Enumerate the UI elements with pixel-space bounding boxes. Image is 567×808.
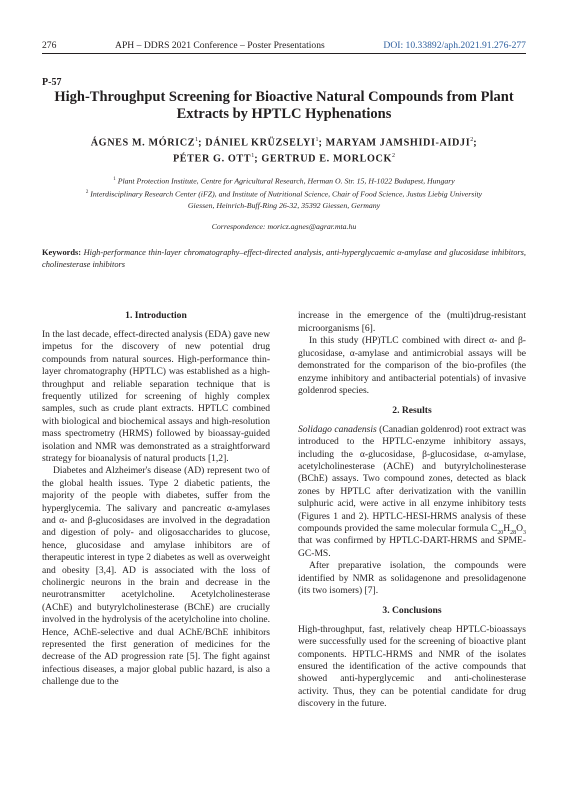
keywords-label: Keywords: xyxy=(42,248,82,258)
page-number: 276 xyxy=(42,40,57,51)
doi-link[interactable]: DOI: 10.33892/aph.2021.91.276-277 xyxy=(383,40,526,51)
affiliation-mark: 2 xyxy=(392,152,396,159)
author-list xyxy=(42,134,526,166)
species-name: Solidago canadensis xyxy=(298,423,377,435)
author-name: ÁGNES M. MÓRICZ xyxy=(90,137,196,149)
affiliation-mark: 2 xyxy=(470,137,474,143)
paragraph: Diabetes and Alzheimer's disease (AD) represent two of the global health issues. Type 2 diabetic patients, the majority of the people with diabetes, suffer from the hyperglycemia. The salivary and pancreatic α-amylases and α- and β-glucosidases are involved in the degradation and digestion of poly- and oligosaccharides to glucose, hence, glucosidase and amylase inhibitors are of therapeutic interest in type 2 diabetes as well as overweight and obesity [3,4]. AD is associated with the loss of cholinergic neurons in the brain and decrease in the neurotransmitter acetylcholine. Acetylcholinesterase (AChE) and butyrylcholinesterase (BChE) are crucially involved in the hydrolysis of the acetylcholine into choline. Hence, AChE-selective and dual AChE/BChE inhibitors represented the first generation of medicines for the decrease of the AD progression rate [5]. The fight against infectious diseases, a major global public hazard, is also a challenge due to the xyxy=(42,465,270,688)
article-title: High-Throughput Screening for Bioactive Natural Compounds from Plant Extracts by HPTLC Hyphenations xyxy=(54,89,514,122)
paragraph: High-throughput, fast, relatively cheap HPTLC-bioassays were successfully used for the screening of bioactive plant components. HPTLC-HRMS and NMR of the isolates ensured the identification of the active compounds that showed anti-hyperglycemic and anti-cholinesterase activity. Thus, they can be potential candidate for drug discovery in the future. xyxy=(298,623,526,710)
author-name: PÉTER G. OTT xyxy=(172,153,252,165)
paragraph: In the last decade, effect-directed analysis (EDA) gave new impetus for the discovery of new potential drug compounds from natural sources. High-performance thin-layer chromatography (HPTLC) was established as a high-throughput and reliable separation technique that is frequently utilized for screening of highly complex samples, such as crude plant extracts. HPTLC combined with biological and biochemical assays and high-resolution mass spectrometry (HRMS) followed by bioassay-guided isolation and NMR was demonstrated as a straightforward strategy for bioanalysis of natural products [1,2]. xyxy=(42,328,270,464)
affiliation-mark: 1 xyxy=(195,137,199,143)
affiliation: $^2$ Interdisciplinary Research Center (iFZ), and Institute of Nutritional Science, Chair of Food Science, Justus Liebig University xyxy=(85,189,483,199)
left-column xyxy=(42,310,270,710)
poster-code: P-57 xyxy=(42,77,62,88)
section-heading: 3. Conclusions xyxy=(382,605,442,617)
author-name: ; GERTRUD E. MORLOCK xyxy=(254,153,393,165)
author-name: ; MARYAM JAMSHIDI-AIDJI xyxy=(318,137,471,149)
section-heading: 2. Results xyxy=(392,405,432,417)
affiliation: $^1$ Plant Protection Institute, Centre for Agricultural Research, Herman O. Str. 15, H-1022 Budapest, Hungary xyxy=(113,176,455,186)
affiliation-mark: 1 xyxy=(251,152,255,159)
paragraph: Solidago canadensis (Canadian goldenrod) root extract was introduced to the HPTLC-enzyme inhibitory assays, including the α-glucosidase, β-glucosidase, α-amylase, acetylcholinesterase (AChE) and butyrylcholinesterase (BChE) assays. Two compound zones, detected as black zones by HPTLC after derivatization with the vanillin sulphuric acid, were active in all enzyme inhibitory tests (Figures 1 and 2). HPTLC-HESI-HRMS analysis of these compounds provided the same molecular formula $C_{20}H_{28}O_3$ that was confirmed by HPTLC-DART-HRMS and SPME-GC-MS. xyxy=(298,423,527,559)
paragraph: increase in the emergence of the (multi)drug-resistant microorganisms [6]. xyxy=(298,310,526,334)
body-columns xyxy=(42,310,526,710)
affiliation-mark: 1 xyxy=(315,137,319,143)
journal-name: APH – DDRS 2021 Conference – Poster Presentations xyxy=(115,40,325,51)
right-column xyxy=(298,310,526,710)
paragraph: After preparative isolation, the compounds were identified by NMR as solidagenone and presolidagenone (its two isomers) [7]. xyxy=(298,560,526,596)
keywords-text: High-performance thin-layer chromatography–effect-directed analysis, anti-hyperglycaemic α-amylase and glucosidase inhibitors, cholinesterase inhibitors xyxy=(42,248,526,269)
section-heading: 1. Introduction xyxy=(125,310,187,322)
affiliation: Giessen, Heinrich-Buff-Ring 26-32, 35392 Giessen, Germany xyxy=(187,200,381,210)
paper-page xyxy=(42,40,526,711)
correspondence: Correspondence: moricz.agnes@agrar.mta.hu xyxy=(211,222,357,232)
header-rule xyxy=(42,53,526,54)
running-header xyxy=(42,40,526,52)
paragraph: In this study (HP)TLC combined with direct α- and β-glucosidase, α-amylase and antimicrobial assays will be demonstrated for the comparison of the bio-profiles (the enzyme inhibitory and antibacterial potentials) of invasive goldenrod species. xyxy=(298,335,526,396)
keywords xyxy=(42,247,526,270)
author-name: ; DÁNIEL KRÜZSELYI xyxy=(198,137,316,149)
author-separator: ; xyxy=(473,137,478,149)
